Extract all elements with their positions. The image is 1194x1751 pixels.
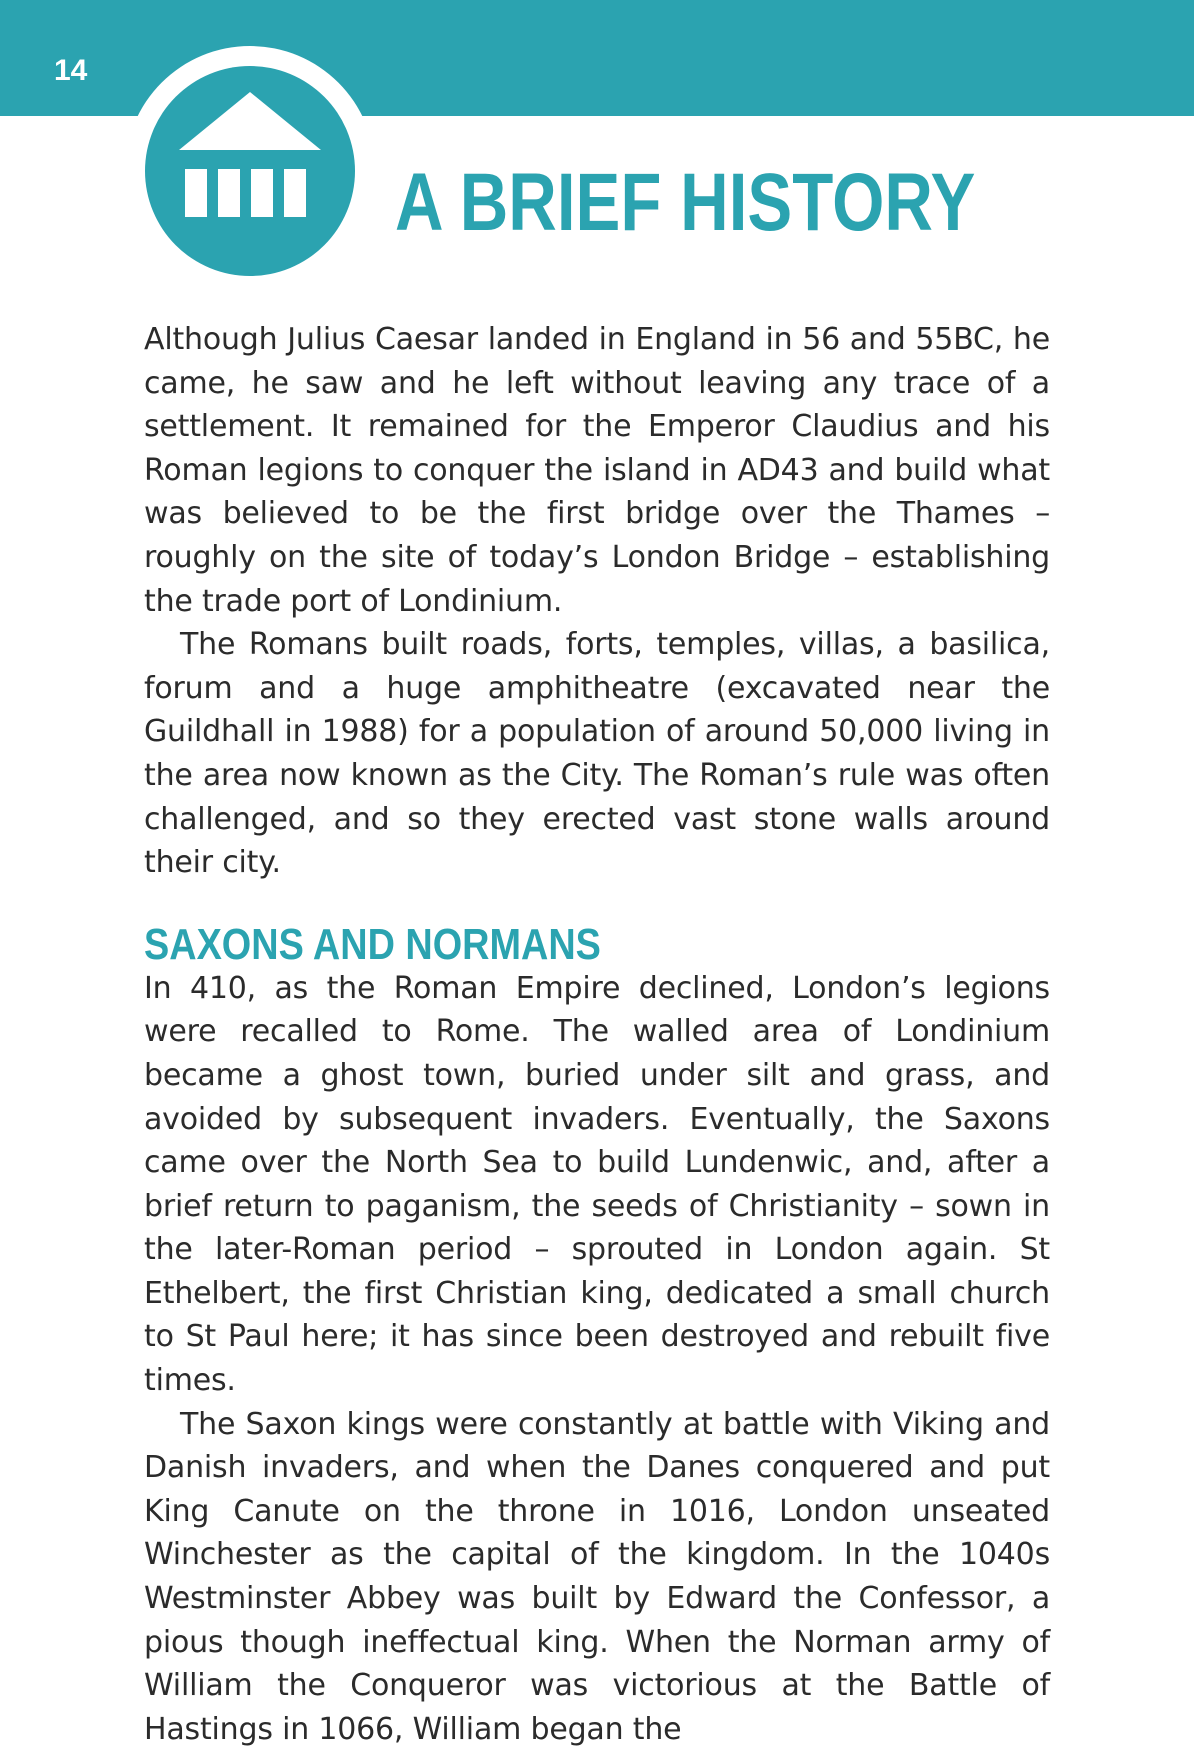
paragraph: The Saxon kings were constantly at battle with Viking and Danish invaders, and when the Danes conquered and put King Canute on the throne in 1016, London unseated Winchester as the capital of the kingdom. In the 1040s Westminster Abbey was built by Edward the Confessor, a pious though ineffectual king. When the Norman army of William the Conqueror was victorious at the Battle of Hastings in 1066, William began the xyxy=(144,1406,1050,1747)
article-body xyxy=(144,318,1050,1751)
page-title: A BRIEF HISTORY xyxy=(395,157,976,248)
paragraph: The Romans built roads, forts, temples, villas, a basilica, forum and a huge amphitheatre (excavated near the Guildhall in 1988) for a population of around 50,000 living in the area now known as the City. The Roman’s rule was often challenged, and so they erected vast stone walls around their city. xyxy=(144,627,1050,881)
icon-badge xyxy=(145,66,355,276)
paragraph: In 410, as the Roman Empire declined, London’s legions were recalled to Rome. The walled area of Londinium became a ghost town, buried under silt and grass, and avoided by subsequent invaders. Eventually, the Saxons came over the North Sea to build Lundenwic, and, after a brief return to paganism, the seeds of Christianity – sown in the later-Roman period – sprouted in London again. St Ethelbert, the first Christian king, dedicated a small church to St Paul here; it has since been destroyed and rebuilt five times. xyxy=(144,970,1050,1399)
page-number: 14 xyxy=(54,54,88,87)
classical-building-icon xyxy=(145,66,355,276)
paragraph: Although Julius Caesar landed in England in 56 and 55BC, he came, he saw and he left without leaving any trace of a settlement. It remained for the Emperor Claudius and his Roman legions to conquer the island in AD43 and build what was believed to be the first bridge over the Thames – roughly on the site of today’s London Bridge – establishing the trade port of Londinium. xyxy=(144,322,1050,619)
section-heading: SAXONS AND NORMANS xyxy=(144,919,601,969)
